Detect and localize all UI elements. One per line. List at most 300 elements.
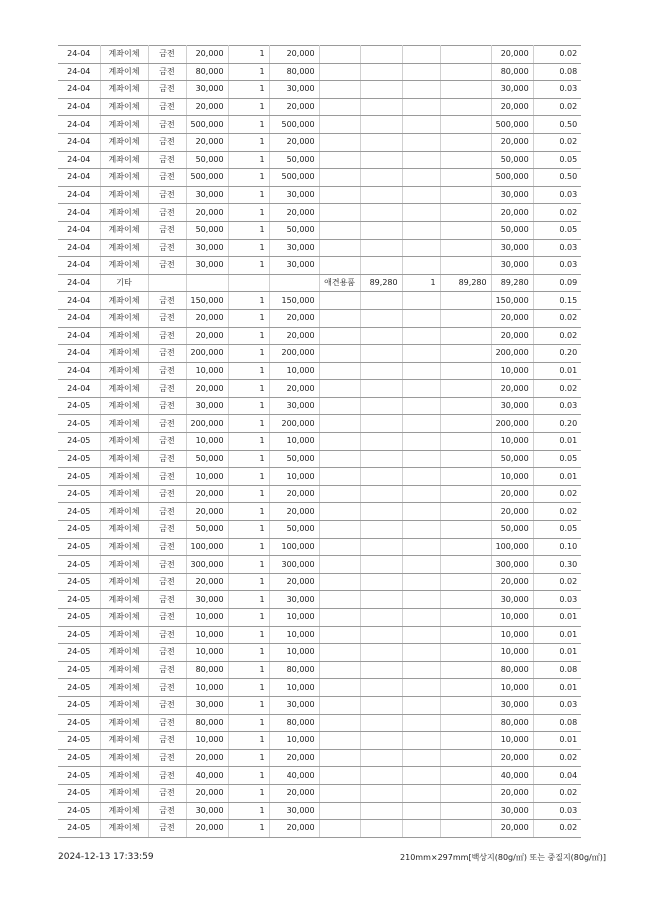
total-cell: 20,000 — [491, 749, 533, 767]
amount-cell: 30,000 — [269, 81, 319, 99]
item-name-cell — [319, 749, 360, 767]
amount-cell: 30,000 — [269, 591, 319, 609]
ratio-cell: 0.03 — [533, 186, 581, 204]
table-row — [58, 345, 581, 363]
item-price-cell — [360, 257, 402, 275]
item-name-cell — [319, 767, 360, 785]
method-cell: 계좌이체 — [100, 292, 148, 310]
method-cell: 계좌이체 — [100, 573, 148, 591]
method-cell: 계좌이체 — [100, 679, 148, 697]
item-qty-cell — [402, 204, 440, 222]
table-row — [58, 591, 581, 609]
table-row — [58, 380, 581, 398]
item-name-cell — [319, 362, 360, 380]
unit-amount-cell: 150,000 — [186, 292, 228, 310]
total-cell: 30,000 — [491, 257, 533, 275]
item-amount-cell — [440, 309, 491, 327]
item-name-cell — [319, 46, 360, 64]
item-amount-cell — [440, 661, 491, 679]
type-cell: 금전 — [148, 204, 186, 222]
amount-cell: 500,000 — [269, 169, 319, 187]
item-price-cell — [360, 591, 402, 609]
amount-cell: 30,000 — [269, 397, 319, 415]
table-row — [58, 204, 581, 222]
ratio-cell: 0.02 — [533, 784, 581, 802]
method-cell: 계좌이체 — [100, 802, 148, 820]
unit-amount-cell: 30,000 — [186, 397, 228, 415]
total-cell: 150,000 — [491, 292, 533, 310]
month-cell: 24-04 — [58, 362, 100, 380]
total-cell: 10,000 — [491, 626, 533, 644]
quantity-cell: 1 — [228, 327, 269, 345]
total-cell: 200,000 — [491, 415, 533, 433]
unit-amount-cell: 20,000 — [186, 380, 228, 398]
ratio-cell: 0.01 — [533, 433, 581, 451]
unit-amount-cell: 20,000 — [186, 309, 228, 327]
type-cell: 금전 — [148, 46, 186, 64]
ratio-cell: 0.02 — [533, 820, 581, 838]
quantity-cell: 1 — [228, 784, 269, 802]
item-qty-cell — [402, 380, 440, 398]
item-amount-cell — [440, 468, 491, 486]
unit-amount-cell: 30,000 — [186, 802, 228, 820]
type-cell: 금전 — [148, 186, 186, 204]
type-cell: 금전 — [148, 732, 186, 750]
type-cell: 금전 — [148, 767, 186, 785]
total-cell: 30,000 — [491, 696, 533, 714]
item-price-cell — [360, 573, 402, 591]
item-name-cell: 애견용품 — [319, 274, 360, 292]
total-cell: 20,000 — [491, 380, 533, 398]
total-cell: 20,000 — [491, 327, 533, 345]
method-cell: 계좌이체 — [100, 468, 148, 486]
unit-amount-cell: 100,000 — [186, 538, 228, 556]
type-cell: 금전 — [148, 591, 186, 609]
item-name-cell — [319, 327, 360, 345]
ratio-cell: 0.09 — [533, 274, 581, 292]
item-price-cell — [360, 767, 402, 785]
quantity-cell: 1 — [228, 169, 269, 187]
total-cell: 20,000 — [491, 573, 533, 591]
method-cell: 계좌이체 — [100, 661, 148, 679]
item-price-cell — [360, 485, 402, 503]
item-price-cell — [360, 538, 402, 556]
table-row — [58, 485, 581, 503]
item-price-cell — [360, 98, 402, 116]
item-amount-cell — [440, 397, 491, 415]
total-cell: 50,000 — [491, 521, 533, 539]
ratio-cell: 0.02 — [533, 573, 581, 591]
item-amount-cell — [440, 714, 491, 732]
quantity-cell: 1 — [228, 749, 269, 767]
ratio-cell: 0.03 — [533, 257, 581, 275]
print-timestamp: 2024-12-13 17:33:59 — [58, 852, 154, 862]
item-price-cell — [360, 151, 402, 169]
item-qty-cell — [402, 714, 440, 732]
month-cell: 24-04 — [58, 133, 100, 151]
unit-amount-cell: 10,000 — [186, 626, 228, 644]
quantity-cell: 1 — [228, 556, 269, 574]
item-qty-cell — [402, 98, 440, 116]
type-cell: 금전 — [148, 521, 186, 539]
item-name-cell — [319, 204, 360, 222]
ratio-cell: 0.01 — [533, 644, 581, 662]
item-name-cell — [319, 415, 360, 433]
table-row — [58, 767, 581, 785]
quantity-cell: 1 — [228, 221, 269, 239]
unit-amount-cell: 30,000 — [186, 696, 228, 714]
type-cell: 금전 — [148, 503, 186, 521]
amount-cell: 50,000 — [269, 450, 319, 468]
unit-amount-cell: 20,000 — [186, 46, 228, 64]
quantity-cell: 1 — [228, 380, 269, 398]
type-cell: 금전 — [148, 397, 186, 415]
item-price-cell — [360, 186, 402, 204]
unit-amount-cell: 30,000 — [186, 186, 228, 204]
item-qty-cell — [402, 820, 440, 838]
item-amount-cell — [440, 749, 491, 767]
item-amount-cell — [440, 186, 491, 204]
item-name-cell — [319, 468, 360, 486]
item-qty-cell — [402, 81, 440, 99]
unit-amount-cell: 30,000 — [186, 81, 228, 99]
item-qty-cell — [402, 696, 440, 714]
total-cell: 500,000 — [491, 169, 533, 187]
item-qty-cell — [402, 292, 440, 310]
method-cell: 계좌이체 — [100, 503, 148, 521]
unit-amount-cell: 200,000 — [186, 415, 228, 433]
item-qty-cell: 1 — [402, 274, 440, 292]
table-row — [58, 661, 581, 679]
item-price-cell — [360, 450, 402, 468]
table-row — [58, 644, 581, 662]
amount-cell: 200,000 — [269, 415, 319, 433]
item-name-cell — [319, 63, 360, 81]
item-price-cell — [360, 661, 402, 679]
item-price-cell — [360, 679, 402, 697]
quantity-cell: 1 — [228, 609, 269, 627]
month-cell: 24-04 — [58, 63, 100, 81]
item-price-cell — [360, 204, 402, 222]
ratio-cell: 0.01 — [533, 468, 581, 486]
quantity-cell: 1 — [228, 397, 269, 415]
type-cell: 금전 — [148, 169, 186, 187]
month-cell: 24-05 — [58, 626, 100, 644]
item-price-cell — [360, 521, 402, 539]
month-cell: 24-05 — [58, 749, 100, 767]
type-cell: 금전 — [148, 784, 186, 802]
total-cell: 20,000 — [491, 204, 533, 222]
item-price-cell — [360, 609, 402, 627]
quantity-cell: 1 — [228, 661, 269, 679]
amount-cell: 10,000 — [269, 679, 319, 697]
unit-amount-cell: 50,000 — [186, 151, 228, 169]
total-cell: 10,000 — [491, 468, 533, 486]
type-cell: 금전 — [148, 309, 186, 327]
method-cell: 계좌이체 — [100, 221, 148, 239]
month-cell: 24-05 — [58, 784, 100, 802]
item-name-cell — [319, 556, 360, 574]
item-name-cell — [319, 292, 360, 310]
ratio-cell: 0.05 — [533, 151, 581, 169]
type-cell: 금전 — [148, 802, 186, 820]
total-cell: 200,000 — [491, 345, 533, 363]
method-cell: 계좌이체 — [100, 327, 148, 345]
item-amount-cell — [440, 538, 491, 556]
type-cell: 금전 — [148, 749, 186, 767]
quantity-cell: 1 — [228, 186, 269, 204]
ratio-cell: 0.03 — [533, 591, 581, 609]
method-cell: 계좌이체 — [100, 609, 148, 627]
month-cell: 24-05 — [58, 714, 100, 732]
unit-amount-cell: 20,000 — [186, 327, 228, 345]
unit-amount-cell: 10,000 — [186, 732, 228, 750]
total-cell: 80,000 — [491, 714, 533, 732]
item-name-cell — [319, 151, 360, 169]
quantity-cell: 1 — [228, 820, 269, 838]
type-cell: 금전 — [148, 257, 186, 275]
ratio-cell: 0.03 — [533, 81, 581, 99]
month-cell: 24-04 — [58, 309, 100, 327]
method-cell: 계좌이체 — [100, 784, 148, 802]
item-amount-cell — [440, 380, 491, 398]
table-row — [58, 292, 581, 310]
item-qty-cell — [402, 415, 440, 433]
item-qty-cell — [402, 257, 440, 275]
type-cell: 금전 — [148, 98, 186, 116]
ratio-cell: 0.02 — [533, 749, 581, 767]
paper-spec-note: 210mm×297mm[백상지(80g/㎡) 또는 중질지(80g/㎡)] — [400, 853, 606, 862]
quantity-cell: 1 — [228, 151, 269, 169]
item-amount-cell — [440, 573, 491, 591]
amount-cell: 10,000 — [269, 433, 319, 451]
table-row — [58, 468, 581, 486]
method-cell: 계좌이체 — [100, 538, 148, 556]
unit-amount-cell: 20,000 — [186, 133, 228, 151]
quantity-cell: 1 — [228, 802, 269, 820]
type-cell: 금전 — [148, 345, 186, 363]
item-qty-cell — [402, 644, 440, 662]
item-price-cell — [360, 397, 402, 415]
unit-amount-cell: 10,000 — [186, 468, 228, 486]
unit-amount-cell: 500,000 — [186, 169, 228, 187]
item-price-cell — [360, 309, 402, 327]
method-cell: 계좌이체 — [100, 81, 148, 99]
amount-cell: 10,000 — [269, 468, 319, 486]
total-cell: 10,000 — [491, 609, 533, 627]
item-qty-cell — [402, 116, 440, 134]
method-cell: 계좌이체 — [100, 767, 148, 785]
amount-cell: 500,000 — [269, 116, 319, 134]
quantity-cell: 1 — [228, 538, 269, 556]
total-cell: 20,000 — [491, 820, 533, 838]
quantity-cell: 1 — [228, 133, 269, 151]
type-cell: 금전 — [148, 133, 186, 151]
amount-cell: 20,000 — [269, 784, 319, 802]
total-cell: 30,000 — [491, 591, 533, 609]
method-cell: 계좌이체 — [100, 521, 148, 539]
item-price-cell — [360, 784, 402, 802]
total-cell: 20,000 — [491, 503, 533, 521]
item-name-cell — [319, 380, 360, 398]
amount-cell: 20,000 — [269, 46, 319, 64]
item-price-cell — [360, 81, 402, 99]
month-cell: 24-04 — [58, 81, 100, 99]
amount-cell: 20,000 — [269, 485, 319, 503]
item-qty-cell — [402, 345, 440, 363]
item-amount-cell — [440, 609, 491, 627]
amount-cell: 80,000 — [269, 63, 319, 81]
item-name-cell — [319, 503, 360, 521]
ratio-cell: 0.01 — [533, 626, 581, 644]
item-price-cell — [360, 380, 402, 398]
type-cell: 금전 — [148, 820, 186, 838]
type-cell: 금전 — [148, 714, 186, 732]
table-row — [58, 415, 581, 433]
unit-amount-cell: 30,000 — [186, 239, 228, 257]
item-name-cell — [319, 573, 360, 591]
table-row — [58, 696, 581, 714]
item-amount-cell — [440, 521, 491, 539]
month-cell: 24-05 — [58, 591, 100, 609]
item-price-cell — [360, 169, 402, 187]
method-cell: 계좌이체 — [100, 485, 148, 503]
amount-cell — [269, 274, 319, 292]
item-qty-cell — [402, 679, 440, 697]
month-cell: 24-05 — [58, 433, 100, 451]
type-cell: 금전 — [148, 239, 186, 257]
month-cell: 24-05 — [58, 820, 100, 838]
month-cell: 24-04 — [58, 274, 100, 292]
table-row — [58, 556, 581, 574]
amount-cell: 300,000 — [269, 556, 319, 574]
item-amount-cell — [440, 503, 491, 521]
method-cell: 계좌이체 — [100, 133, 148, 151]
quantity-cell: 1 — [228, 767, 269, 785]
method-cell: 계좌이체 — [100, 732, 148, 750]
month-cell: 24-04 — [58, 239, 100, 257]
ratio-cell: 0.15 — [533, 292, 581, 310]
table-row — [58, 186, 581, 204]
month-cell: 24-04 — [58, 327, 100, 345]
item-name-cell — [319, 538, 360, 556]
item-name-cell — [319, 485, 360, 503]
unit-amount-cell: 200,000 — [186, 345, 228, 363]
type-cell: 금전 — [148, 221, 186, 239]
item-qty-cell — [402, 538, 440, 556]
total-cell: 20,000 — [491, 485, 533, 503]
item-name-cell — [319, 450, 360, 468]
table-row — [58, 63, 581, 81]
quantity-cell: 1 — [228, 433, 269, 451]
item-amount-cell — [440, 696, 491, 714]
item-amount-cell — [440, 626, 491, 644]
item-qty-cell — [402, 591, 440, 609]
ratio-cell: 0.50 — [533, 169, 581, 187]
item-price-cell — [360, 327, 402, 345]
item-amount-cell — [440, 81, 491, 99]
ratio-cell: 0.05 — [533, 521, 581, 539]
month-cell: 24-04 — [58, 204, 100, 222]
item-amount-cell — [440, 820, 491, 838]
item-qty-cell — [402, 626, 440, 644]
month-cell: 24-05 — [58, 696, 100, 714]
item-price-cell — [360, 415, 402, 433]
amount-cell: 50,000 — [269, 221, 319, 239]
amount-cell: 10,000 — [269, 626, 319, 644]
type-cell: 금전 — [148, 679, 186, 697]
method-cell: 계좌이체 — [100, 749, 148, 767]
table-row — [58, 820, 581, 838]
type-cell: 금전 — [148, 468, 186, 486]
amount-cell: 30,000 — [269, 186, 319, 204]
item-qty-cell — [402, 784, 440, 802]
ratio-cell: 0.20 — [533, 415, 581, 433]
ratio-cell: 0.08 — [533, 661, 581, 679]
item-amount-cell — [440, 221, 491, 239]
item-qty-cell — [402, 221, 440, 239]
table-row — [58, 679, 581, 697]
item-amount-cell — [440, 433, 491, 451]
total-cell: 10,000 — [491, 362, 533, 380]
item-name-cell — [319, 696, 360, 714]
item-amount-cell — [440, 257, 491, 275]
month-cell: 24-04 — [58, 116, 100, 134]
unit-amount-cell: 80,000 — [186, 661, 228, 679]
item-name-cell — [319, 661, 360, 679]
amount-cell: 20,000 — [269, 327, 319, 345]
item-price-cell — [360, 820, 402, 838]
item-price-cell — [360, 644, 402, 662]
month-cell: 24-05 — [58, 556, 100, 574]
item-qty-cell — [402, 749, 440, 767]
item-amount-cell — [440, 644, 491, 662]
item-amount-cell — [440, 98, 491, 116]
item-amount-cell — [440, 116, 491, 134]
table-row — [58, 133, 581, 151]
method-cell: 계좌이체 — [100, 591, 148, 609]
table-row — [58, 433, 581, 451]
total-cell: 10,000 — [491, 433, 533, 451]
month-cell: 24-05 — [58, 450, 100, 468]
item-qty-cell — [402, 767, 440, 785]
item-name-cell — [319, 802, 360, 820]
unit-amount-cell: 50,000 — [186, 450, 228, 468]
month-cell: 24-04 — [58, 151, 100, 169]
quantity-cell: 1 — [228, 63, 269, 81]
item-price-cell — [360, 732, 402, 750]
amount-cell: 100,000 — [269, 538, 319, 556]
type-cell: 금전 — [148, 116, 186, 134]
item-qty-cell — [402, 609, 440, 627]
type-cell: 금전 — [148, 485, 186, 503]
type-cell: 금전 — [148, 609, 186, 627]
item-name-cell — [319, 186, 360, 204]
method-cell: 계좌이체 — [100, 151, 148, 169]
amount-cell: 20,000 — [269, 309, 319, 327]
item-name-cell — [319, 239, 360, 257]
type-cell: 금전 — [148, 433, 186, 451]
quantity-cell: 1 — [228, 292, 269, 310]
item-amount-cell: 89,280 — [440, 274, 491, 292]
amount-cell: 40,000 — [269, 767, 319, 785]
type-cell: 금전 — [148, 151, 186, 169]
quantity-cell: 1 — [228, 644, 269, 662]
table-row — [58, 626, 581, 644]
quantity-cell: 1 — [228, 503, 269, 521]
quantity-cell: 1 — [228, 573, 269, 591]
method-cell: 계좌이체 — [100, 644, 148, 662]
